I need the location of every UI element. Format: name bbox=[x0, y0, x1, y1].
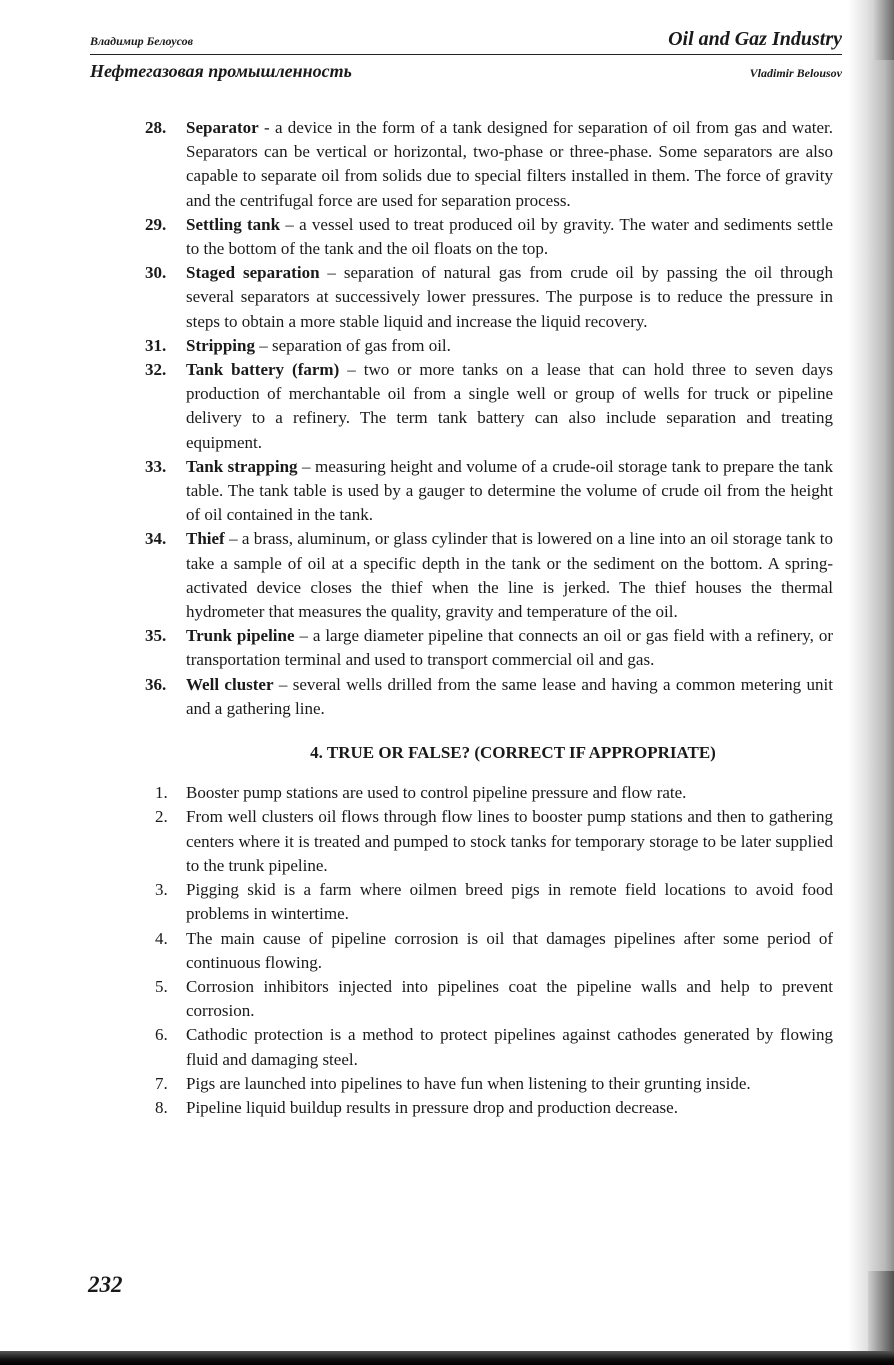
glossary-item bbox=[145, 116, 833, 213]
statement-text: Cathodic protection is a method to protect pipelines against cathodes generated by flowing fluid and damaging steel. bbox=[186, 1025, 833, 1069]
statement-text: Pigs are launched into pipelines to have fun when listening to their grunting inside. bbox=[186, 1073, 751, 1093]
statement-text: From well clusters oil flows through flow lines to booster pump stations and then to gathering centers where it is treated and pumped to stock tanks for temporary storage to be later supplied to the trunk pipeline. bbox=[186, 807, 833, 875]
glossary-item bbox=[145, 213, 833, 261]
page-number: 232 bbox=[88, 1272, 123, 1297]
glossary-item bbox=[145, 673, 833, 721]
statement-text: Corrosion inhibitors injected into pipelines coat the pipeline walls and help to prevent corrosion. bbox=[186, 976, 833, 1021]
glossary-item bbox=[145, 261, 833, 334]
glossary-item-number: 29. bbox=[145, 214, 167, 234]
glossary-item-number: 36. bbox=[145, 674, 167, 694]
header-title-ru: Нефтегазовая промышленность bbox=[90, 61, 352, 81]
glossary-item bbox=[145, 527, 833, 624]
glossary-term: Settling tank bbox=[186, 214, 281, 234]
glossary-term: Stripping bbox=[186, 335, 255, 355]
statement-number: 4. bbox=[155, 928, 168, 948]
glossary-item bbox=[145, 455, 833, 528]
statement-number: 5. bbox=[155, 976, 168, 996]
glossary-item bbox=[145, 334, 833, 358]
header-row-bottom bbox=[90, 61, 842, 82]
true-false-list bbox=[145, 781, 833, 1120]
glossary-item-number: 28. bbox=[145, 118, 167, 137]
glossary-item bbox=[145, 624, 833, 672]
glossary-definition: – separation of natural gas from crude oil by passing the oil through several separators at successively lower pressures. The purpose is to reduce the pressure in steps to obtain a more stable liquid and increase the liquid recovery. bbox=[186, 263, 833, 331]
statement-text: The main cause of pipeline corrosion is oil that damages pipelines after some period of continuous flowing. bbox=[186, 928, 833, 972]
page-content bbox=[145, 116, 833, 1120]
glossary-term: Tank strapping bbox=[186, 456, 298, 476]
glossary-definition: – a large diameter pipeline that connects an oil or gas field with a refinery, or transportation terminal and used to transport commercial oil and gas. bbox=[186, 626, 833, 670]
true-false-statement bbox=[145, 1023, 833, 1071]
glossary-definition: - a device in the form of a tank designed for separation of oil from gas and water. Separators can be vertical or horizontal, two-phase or three-phase. Some separators are also capable to separate oil from solids due to special filters installed in them. The force of gravity and the centrifugal force are used for separation process. bbox=[186, 118, 833, 210]
glossary-item-number: 30. bbox=[145, 263, 167, 283]
true-false-statement bbox=[145, 1096, 833, 1120]
glossary-definition: – a brass, aluminum, or glass cylinder that is lowered on a line into an oil storage tank to take a sample of oil at a specific depth in the tank or the sediment on the bottom. A spring-activated device closes the thief when the line is jerked. The thief houses the thermal hydrometer that measures the quality, gravity and temperature of the oil. bbox=[186, 529, 833, 622]
statement-text: Booster pump stations are used to control pipeline pressure and flow rate. bbox=[186, 783, 687, 803]
true-false-statement bbox=[145, 781, 833, 805]
glossary-term: Well cluster bbox=[186, 674, 274, 694]
true-false-statement bbox=[145, 927, 833, 975]
statement-number: 3. bbox=[155, 880, 168, 900]
scan-bottom-edge bbox=[0, 1351, 894, 1365]
true-false-statement bbox=[145, 805, 833, 878]
statement-text: Pigging skid is a farm where oilmen breed pigs in remote field locations to avoid food problems in wintertime. bbox=[186, 880, 833, 924]
glossary-definition: – two or more tanks on a lease that can hold three to seven days production of merchantable oil from a single well or group of wells for truck or pipeline delivery to a refinery. The term tank battery can also include separation and treating equipment. bbox=[186, 360, 833, 452]
glossary-item-number: 32. bbox=[145, 360, 167, 380]
statement-number: 7. bbox=[155, 1073, 168, 1093]
glossary-term: Thief bbox=[186, 529, 225, 549]
header-title-en: Oil and Gaz Industry bbox=[668, 28, 842, 50]
running-header bbox=[90, 28, 842, 82]
glossary-definition: – several wells drilled from the same lease and having a common metering unit and a gathering line. bbox=[186, 674, 833, 718]
true-false-statement bbox=[145, 975, 833, 1023]
glossary-term: Trunk pipeline bbox=[186, 626, 295, 646]
glossary-definition: – a vessel used to treat produced oil by gravity. The water and sediments settle to the bottom of the tank and the oil floats on the top. bbox=[186, 214, 833, 259]
glossary-term: Tank battery (farm) bbox=[186, 360, 340, 380]
section-heading: 4. TRUE OR FALSE? (CORRECT IF APPROPRIATE) bbox=[310, 743, 716, 763]
header-author-ru: Владимир Белоусов bbox=[90, 34, 193, 48]
glossary-term: Staged separation bbox=[186, 263, 320, 283]
header-rule bbox=[90, 54, 842, 55]
header-row-top bbox=[90, 28, 842, 51]
statement-number: 6. bbox=[155, 1025, 168, 1045]
header-author-en: Vladimir Belousov bbox=[749, 66, 842, 80]
page-corner-shadow bbox=[872, 0, 894, 60]
glossary-item-number: 31. bbox=[145, 335, 167, 355]
page-bottom-corner-shadow bbox=[868, 1271, 894, 1351]
statement-number: 1. bbox=[155, 783, 168, 803]
glossary-item-number: 34. bbox=[145, 529, 167, 549]
statement-number: 2. bbox=[155, 807, 168, 827]
glossary-item-number: 35. bbox=[145, 626, 167, 646]
glossary-term: Separator bbox=[186, 118, 259, 137]
true-false-statement bbox=[145, 878, 833, 926]
glossary-list bbox=[145, 116, 833, 721]
statement-text: Pipeline liquid buildup results in pressure drop and production decrease. bbox=[186, 1097, 678, 1117]
statement-number: 8. bbox=[155, 1097, 168, 1117]
glossary-definition: – measuring height and volume of a crude-oil storage tank to prepare the tank table. The tank table is used by a gauger to determine the volume of crude oil from the height of oil contained in the tank. bbox=[186, 456, 833, 525]
glossary-definition: – separation of gas from oil. bbox=[254, 335, 451, 355]
page-edge-shadow bbox=[848, 0, 894, 1365]
glossary-item-number: 33. bbox=[145, 456, 167, 476]
glossary-item bbox=[145, 358, 833, 455]
true-false-statement bbox=[145, 1072, 833, 1096]
